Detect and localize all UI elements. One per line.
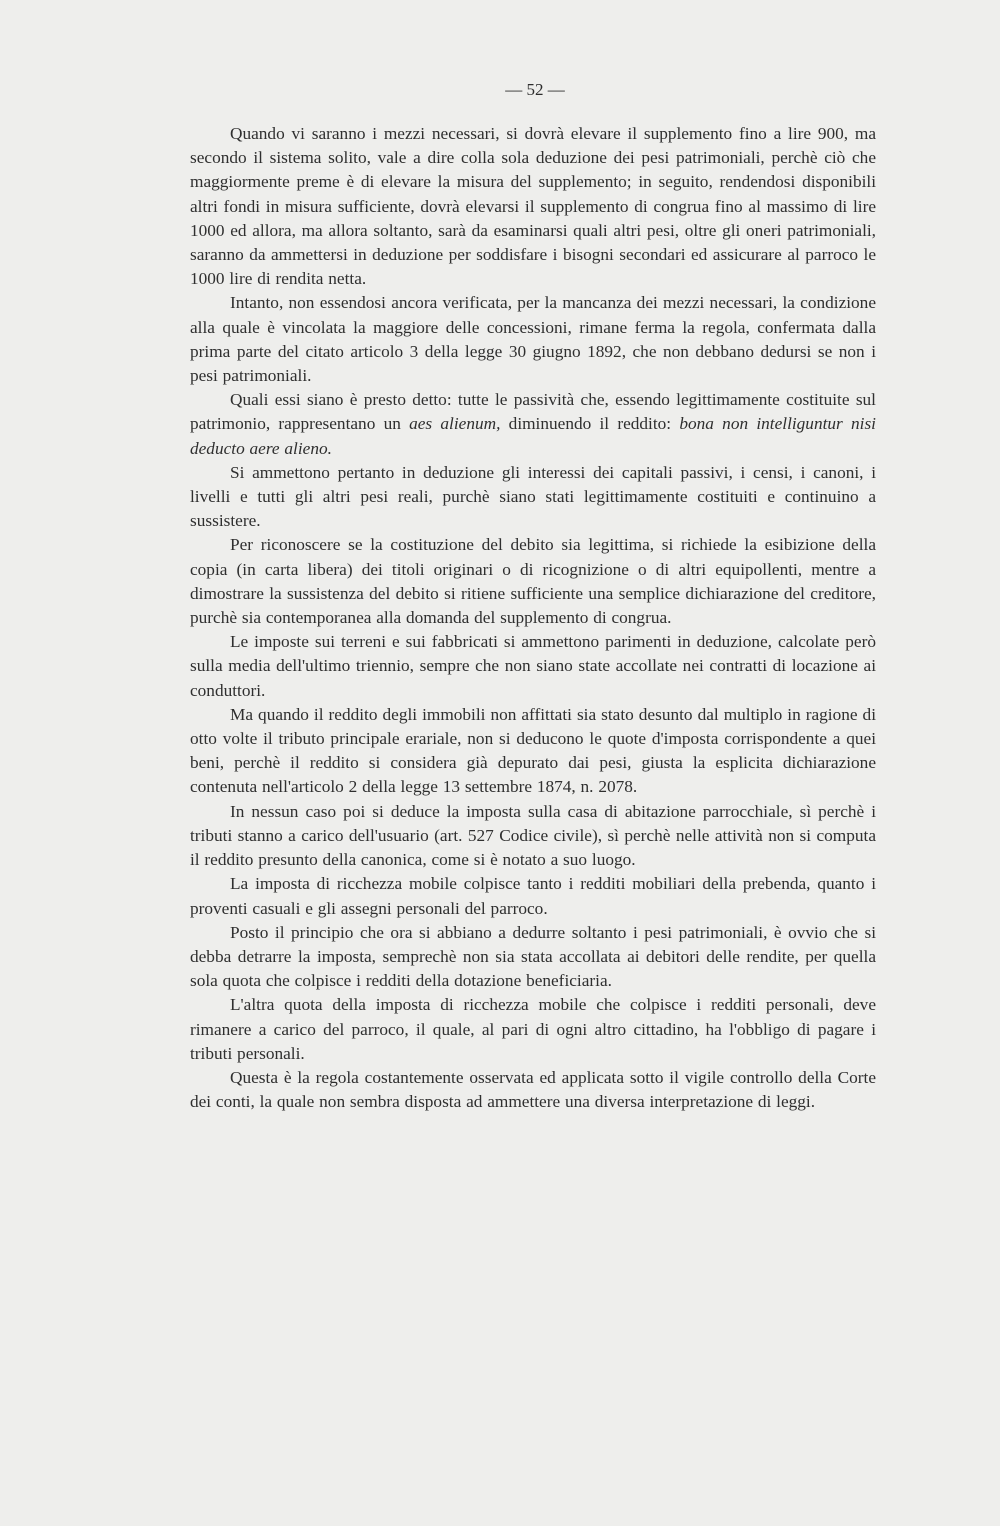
paragraph: Ma quando il reddito degli immobili non affittati sia stato desunto dal multiplo in ragione di otto volte il tributo principale erariale, non si deducono le quote d'imposta corrispondente a quei beni, perchè il reddito si considera già depurato dai pesi, giusta la esplicita dichiarazione contenuta nell'articolo 2 della legge 13 settembre 1874, n. 2078. bbox=[190, 704, 876, 797]
paragraph: Si ammettono pertanto in deduzione gli interessi dei capitali passivi, i censi, i canoni, i livelli e tutti gli altri pesi reali, purchè siano stati legittimamente costituiti e continuino a sussistere. bbox=[190, 462, 876, 531]
paragraph: Per riconoscere se la costituzione del debito sia legittima, si richiede la esibizione della copia (in carta libera) dei titoli originari o di ricognizione o di altri equipollenti, mentre a dimostrare la sussistenza del debito si ritiene sufficiente una semplice dichiarazione del creditore, purchè sia contemporanea alla domanda del supplemento di congrua. bbox=[190, 535, 876, 628]
paragraph bbox=[190, 388, 876, 461]
italic-latin-maxim: bona non intelliguntur nisi deducto aere alieno. bbox=[190, 414, 876, 458]
paragraph: Posto il principio che ora si abbiano a dedurre soltanto i pesi patrimoniali, è ovvio che si debba detrarre la imposta, semprechè non sia stata accollata ai debitori delle rendite, per quella sola quota che colpisce i redditi della dotazione beneficiaria. bbox=[190, 922, 876, 991]
italic-latin-phrase: aes alienum, bbox=[409, 414, 501, 434]
paragraph: L'altra quota della imposta di ricchezza mobile che colpisce i redditi personali, deve rimanere a carico del parroco, il quale, al pari di ogni altro cittadino, ha l'obbligo di pagare i tributi personali. bbox=[190, 995, 876, 1063]
paragraph-text: Quali essi siano è presto detto: tutte le passività che, essendo legittimamente costituite sul patrimonio, rappresentano un bbox=[190, 390, 876, 434]
paragraph: Intanto, non essendosi ancora verificata, per la mancanza dei mezzi necessari, la condizione alla quale è vincolata la maggiore delle concessioni, rimane ferma la regola, confermata dalla prima parte del citato articolo 3 della legge 30 giugno 1892, che non debbano dedursi se non i pesi patrimoniali. bbox=[190, 293, 876, 386]
body-text bbox=[190, 122, 876, 1114]
paragraph-text: diminuendo il reddito: bbox=[500, 414, 680, 434]
paragraph: Quando vi saranno i mezzi necessari, si dovrà elevare il supplemento fino a lire 900, ma secondo il sistema solito, vale a dire colla sola deduzione dei pesi patrimoniali, perchè ciò che maggiormente preme è di elevare la misura del supplemento; in seguito, rendendosi disponibili altri fondi in misura sufficiente, dovrà elevarsi il supplemento di congrua fino al massimo di lire 1000 ed allora, ma allora soltanto, sarà da esaminarsi quali altri pesi, oltre gli oneri patrimoniali, saranno da ammettersi in deduzione per soddisfare i bisogni secondari ed assicurare al parroco le 1000 lire di rendita netta. bbox=[190, 124, 876, 289]
page-number: — 52 — bbox=[505, 80, 565, 99]
paragraph: Questa è la regola costantemente osservata ed applicata sotto il vigile controllo della Corte dei conti, la quale non sembra disposta ad ammettere una diversa interpretazione di leggi. bbox=[190, 1067, 876, 1112]
paragraph: Le imposte sui terreni e sui fabbricati si ammettono parimenti in deduzione, calcolate però sulla media dell'ultimo triennio, sempre che non siano state accollate nei contratti di locazione ai conduttori. bbox=[190, 632, 876, 700]
paragraph: In nessun caso poi si deduce la imposta sulla casa di abitazione parrocchiale, sì perchè i tributi stanno a carico dell'usuario (art. 527 Codice civile), sì perchè nelle attività non si computa il reddito presunto della canonica, come si è notato a suo luogo. bbox=[190, 801, 876, 870]
paragraph: La imposta di ricchezza mobile colpisce tanto i redditi mobiliari della prebenda, quanto i proventi casuali e gli assegni personali del parroco. bbox=[190, 874, 876, 918]
